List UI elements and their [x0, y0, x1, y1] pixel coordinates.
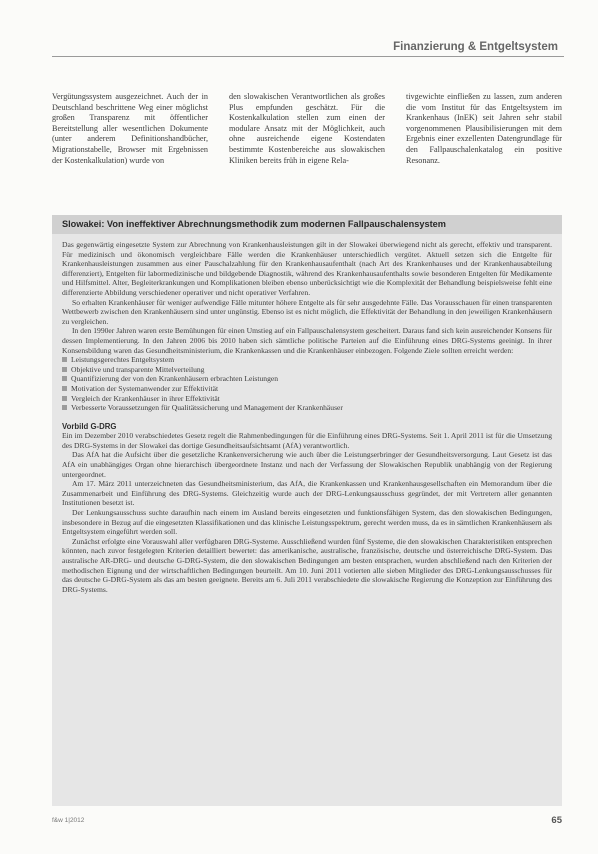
list-item	[62, 355, 552, 365]
list-item	[62, 394, 552, 404]
info-box	[52, 215, 562, 806]
paragraph: So erhalten Krankenhäuser für weniger aufwendige Fälle mitunter höhere Entgelte als für sehr ausgedehnte Fälle. Das Vorausschauen für einen transparenten Wettbewerb zwischen den Krankenhäusern sind unter ungünstig. Ebenso ist es nicht möglich, die Effektivität der Behandlung in den jeweiligen Krankenhäusern zu vergleichen.	[62, 297, 552, 326]
list-item-text: Objektive und transparente Mittelverteilung	[71, 364, 205, 374]
list-item-text: Leistungsgerechtes Entgeltsystem	[71, 355, 175, 365]
list-item-text: Vergleich der Krankenhäuser in ihrer Effektivität	[71, 393, 220, 403]
issue-label: f&w 1|2012	[52, 817, 85, 824]
info-box-body	[52, 234, 562, 594]
paragraph: Ein im Dezember 2010 verabschiedetes Gesetz regelt die Rahmenbedingungen für die Einführung eines DRG-Systems. Seit 1. April 2011 ist für die Umsetzung des DRG-Systems in der Slowakei das dortige Gesundheitsaufsichtsamt (AfA) verantwortlich.	[62, 431, 552, 450]
square-bullet-icon	[62, 376, 67, 381]
paragraph: Das gegenwärtig eingesetzte System zur Abrechnung von Krankenhausleistungen gilt in der Slowakei überwiegend nicht als gerecht, effektiv und transparent. Für medizinisch und ökonomisch vergleichbare Fälle werden die Krankenhäuser unterschiedlich vergütet. Aktuell setzen sich die Entgelte für Krankenhausleistungen zusammen aus einer Pauschalzahlung für den Krankenhausaufenthalt (nach Art des Krankenhauses und der Krankenhausabteilung differenziert), Entgelten für labormedizinische und bildgebende Diagnostik, während des Krankenhausaufenthalts sowie besonderen Entgelten für Medikamente und Hilfsmittel. Alter, Begleiterkrankungen und Komplikationen bleiben ebenso unberücksichtigt wie die Komplexität der Behandlung beispielsweise fehlt eine differenzierte Abbildung verschiedener operativer und nicht operativer Verfahren.	[62, 240, 552, 297]
top-columns	[52, 92, 562, 166]
list-item	[62, 374, 552, 384]
square-bullet-icon	[62, 405, 67, 410]
list-item-text: Verbesserte Voraussetzungen für Qualitätssicherung und Management der Krankenhäuser	[71, 403, 343, 413]
info-box-title: Slowakei: Von ineffektiver Abrechnungsmethodik zum modernen Fallpauschalensystem	[52, 215, 562, 234]
square-bullet-icon	[62, 396, 67, 401]
list-item	[62, 384, 552, 394]
paragraph: Zunächst erfolgte eine Vorauswahl aller verfügbaren DRG-Systeme. Ausschließend wurden fünf Systeme, die den slowakischen Charakteristiken entsprechen könnten, nach zuvor festgelegten Kriterien detailliert bewertet: das amerikanische, australische, französische, deutsche und österreichische DRG-System. Das australische AR-DRG- und deutsche G-DRG-System, die den slowakischen Bedingungen am besten entsprachen, wurden abschließend nach den Kriterien der methodischen Eignung und der wirtschaftlichen Bedingungen beurteilt. Am 10. Juni 2011 votierten alle sieben Mitglieder des DRG-Lenkungsausschusses für das deutsche G-DRG-System als das am besten geeignete. Bereits am 6. Juli 2011 verabschiedete die slowakische Regierung die Konzeption zur Einführung des DRG-Systems.	[62, 536, 552, 594]
paragraph: Der Lenkungsausschuss suchte daraufhin nach einem im Ausland bereits eingesetzten und funktionsfähigen System, das den slowakischen Bedingungen, insbesondere in Bezug auf die eingesetzten Klassifikationen und das klinische Leistungsspektrum, gerecht werden muss, da es in sämtlichen Krankenhäusern als Entgeltsystem eingeführt werden soll.	[62, 508, 552, 537]
list-item-text: Motivation der Systemanwender zur Effektivität	[71, 383, 219, 393]
running-header: Finanzierung & Entgeltsystem	[393, 41, 558, 53]
text-column: den slowakischen Verantwortlichen als großes Plus empfunden geschätzt. Für die Kostenkalkulation stellen zum einen der modulare Ansatz mit der Möglichkeit, auch ohne ausreichende eigene Kostendaten bestimmte Kostenbereiche aus slowakischen Kliniken bereits früh in eigene Rela-	[229, 92, 385, 165]
list-item	[62, 365, 552, 375]
header-rule	[52, 56, 564, 57]
list-item	[62, 403, 552, 413]
square-bullet-icon	[62, 357, 67, 362]
text-column: Vergütungssystem ausgezeichnet. Auch der in Deutschland beschrittene Weg einer möglichst großen Transparenz mit öffentlicher Bereitstellung aller wesentlichen Dokumente (unter anderem Definitionshandbücher, Migrationstabelle, Browser mit Ergebnissen der Kostenkalkulation) wurde von	[52, 92, 208, 165]
list-item-text: Quantifizierung der von den Krankenhäusern erbrachten Leistungen	[71, 374, 279, 384]
subheading: Vorbild G-DRG	[62, 421, 117, 431]
paragraph: Das AfA hat die Aufsicht über die gesetzliche Krankenversicherung wie auch über die Leistungserbringer der Gesundheitsversorgung. Laut Gesetz ist das AfA ein unabhängiges Organ ohne hierarchisch übergeordnete Instanz und nach der Verfassung der Slowakischen Republik unabhängig von der Regierung untergeordnet.	[62, 450, 552, 479]
goals-list	[62, 355, 552, 413]
paragraph: In den 1990er Jahren waren erste Bemühungen für einen Umstieg auf ein Fallpauschalensystem gescheitert. Daraus fand sich kein ausreichender Konsens für dessen Implementierung. In den Jahren 2006 bis 2010 haben sich sämtliche politische Parteien auf die Einführung eines DRG-Systems geeinigt. In ihrer Konsensbildung waren das Gesundheitsministerium, die Krankenkassen und die Krankenhäuser einbezogen. Folgende Ziele sollten erreicht werden:	[62, 326, 552, 355]
square-bullet-icon	[62, 386, 67, 391]
paragraph: Am 17. März 2011 unterzeichneten das Gesundheitsministerium, das AfA, die Krankenkassen und Krankenhausgesellschaften ein Memorandum über die Zusammenarbeit und Einführung des DRG-Systems. Gleichzeitig wurde auch der DRG-Lenkungsausschuss gegründet, der mit Vertretern aller genannten Institutionen besetzt ist.	[62, 479, 552, 508]
text-column: tivgewichte einfließen zu lassen, zum anderen die vom Institut für das Entgeltsystem im Krankenhaus (InEK) seit Jahren sehr stabil vorgenommenen Plausibilisierungen mit dem Ergebnis einer exzellenten Datengrundlage für den Fallpauschalenkatalog ein positive Resonanz.	[406, 92, 562, 165]
page-number: 65	[551, 815, 562, 826]
square-bullet-icon	[62, 367, 67, 372]
